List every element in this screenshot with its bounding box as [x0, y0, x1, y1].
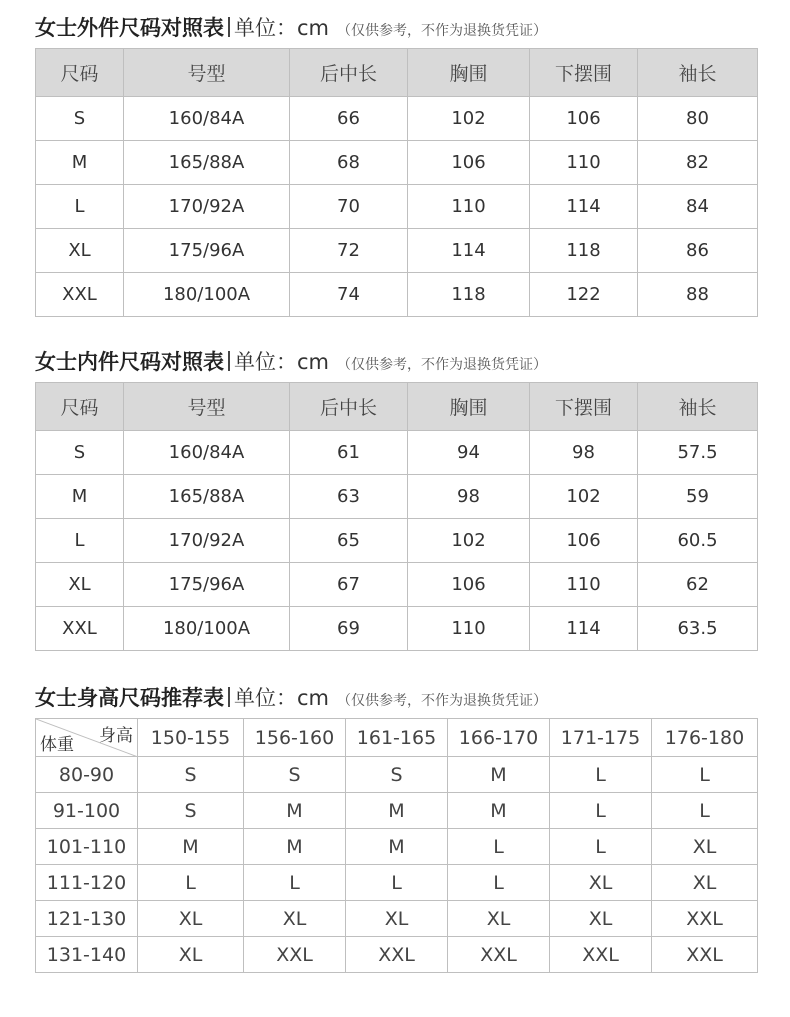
size-cell: L	[550, 829, 652, 865]
recommend-table-unit: 单位：cm	[234, 686, 330, 710]
table-cell: 72	[290, 229, 408, 273]
table-row	[36, 829, 758, 865]
table-cell: 180/100A	[124, 273, 290, 317]
outer-table-unit: 单位：cm	[234, 16, 330, 40]
size-cell: L	[448, 865, 550, 901]
table-cell: 61	[290, 431, 408, 475]
table-row	[36, 793, 758, 829]
column-header: 尺码	[36, 383, 124, 431]
size-cell: M	[244, 829, 346, 865]
size-cell: XXL	[652, 937, 758, 973]
table-row	[36, 519, 758, 563]
corner-weight-label: 体重	[40, 735, 74, 755]
height-header: 150-155	[138, 719, 244, 757]
table-cell: XL	[36, 563, 124, 607]
table-cell: 88	[638, 273, 758, 317]
table-header-row	[36, 49, 758, 97]
size-cell: L	[652, 757, 758, 793]
table-cell: 63.5	[638, 607, 758, 651]
table-cell: 102	[408, 519, 530, 563]
table-cell: 110	[408, 607, 530, 651]
table-cell: 160/84A	[124, 431, 290, 475]
table-cell: 98	[408, 475, 530, 519]
table-row	[36, 431, 758, 475]
size-cell: XL	[550, 865, 652, 901]
table-cell: 65	[290, 519, 408, 563]
column-header: 号型	[124, 49, 290, 97]
table-cell: 165/88A	[124, 141, 290, 185]
table-cell: 175/96A	[124, 563, 290, 607]
size-cell: L	[244, 865, 346, 901]
size-cell: S	[244, 757, 346, 793]
outer-table-title: 女士外件尺码对照表	[35, 16, 224, 40]
size-cell: M	[346, 829, 448, 865]
table-cell: S	[36, 431, 124, 475]
column-header: 尺码	[36, 49, 124, 97]
table-cell: 106	[408, 141, 530, 185]
recommend-table-note: （仅供参考，不作为退换货凭证）	[337, 693, 548, 709]
table-row	[36, 865, 758, 901]
size-cell: XXL	[652, 901, 758, 937]
size-cell: L	[346, 865, 448, 901]
size-cell: XXL	[448, 937, 550, 973]
table-cell: 67	[290, 563, 408, 607]
table-cell: 84	[638, 185, 758, 229]
size-cell: L	[138, 865, 244, 901]
column-header: 胸围	[408, 49, 530, 97]
table-cell: 114	[530, 607, 638, 651]
height-header: 171-175	[550, 719, 652, 757]
table-cell: XL	[36, 229, 124, 273]
table-cell: 57.5	[638, 431, 758, 475]
table-cell: 102	[408, 97, 530, 141]
table-cell: 122	[530, 273, 638, 317]
table-cell: 66	[290, 97, 408, 141]
table-cell: 110	[530, 563, 638, 607]
table-row	[36, 475, 758, 519]
size-cell: L	[550, 757, 652, 793]
size-cell: S	[138, 757, 244, 793]
inner-table-unit: 单位：cm	[234, 350, 330, 374]
height-header: 156-160	[244, 719, 346, 757]
outer-size-table	[35, 48, 758, 317]
table-cell: 70	[290, 185, 408, 229]
column-header: 胸围	[408, 383, 530, 431]
column-header: 袖长	[638, 383, 758, 431]
table-header-row	[36, 383, 758, 431]
size-cell: L	[448, 829, 550, 865]
table-cell: 160/84A	[124, 97, 290, 141]
outer-table-note: （仅供参考，不作为退换货凭证）	[337, 23, 548, 39]
table-cell: 170/92A	[124, 519, 290, 563]
corner-header-cell	[36, 719, 138, 757]
size-cell: M	[448, 793, 550, 829]
title-divider	[228, 351, 230, 371]
table-cell: 82	[638, 141, 758, 185]
table-row	[36, 141, 758, 185]
table-cell: 118	[530, 229, 638, 273]
table-cell: 114	[530, 185, 638, 229]
table-cell: L	[36, 185, 124, 229]
weight-cell: 121-130	[36, 901, 138, 937]
table-cell: 114	[408, 229, 530, 273]
column-header: 后中长	[290, 49, 408, 97]
table-cell: 118	[408, 273, 530, 317]
table-cell: 98	[530, 431, 638, 475]
table-row	[36, 563, 758, 607]
table-cell: L	[36, 519, 124, 563]
table-cell: 106	[530, 97, 638, 141]
table-cell: 165/88A	[124, 475, 290, 519]
inner-title-row	[35, 346, 757, 378]
size-cell: XL	[550, 901, 652, 937]
table-row	[36, 229, 758, 273]
table-cell: 170/92A	[124, 185, 290, 229]
column-header: 后中长	[290, 383, 408, 431]
table-cell: 80	[638, 97, 758, 141]
table-cell: M	[36, 141, 124, 185]
table-cell: 102	[530, 475, 638, 519]
weight-cell: 101-110	[36, 829, 138, 865]
table-cell: 106	[408, 563, 530, 607]
size-cell: XL	[138, 937, 244, 973]
size-cell: XL	[346, 901, 448, 937]
weight-cell: 80-90	[36, 757, 138, 793]
weight-cell: 111-120	[36, 865, 138, 901]
table-cell: 110	[530, 141, 638, 185]
recommend-table-title: 女士身高尺码推荐表	[35, 686, 224, 710]
size-cell: S	[138, 793, 244, 829]
size-cell: XL	[244, 901, 346, 937]
outer-size-section	[35, 12, 757, 317]
table-cell: 62	[638, 563, 758, 607]
corner-height-label: 身高	[99, 726, 133, 746]
column-header: 号型	[124, 383, 290, 431]
table-row	[36, 901, 758, 937]
size-cell: XXL	[550, 937, 652, 973]
size-cell: L	[652, 793, 758, 829]
table-cell: 68	[290, 141, 408, 185]
table-row	[36, 185, 758, 229]
size-cell: XXL	[346, 937, 448, 973]
height-header: 161-165	[346, 719, 448, 757]
recommend-table	[35, 718, 758, 973]
table-cell: 60.5	[638, 519, 758, 563]
height-header: 176-180	[652, 719, 758, 757]
title-divider	[228, 17, 230, 37]
table-cell: 59	[638, 475, 758, 519]
table-row	[36, 97, 758, 141]
height-header: 166-170	[448, 719, 550, 757]
table-cell: 110	[408, 185, 530, 229]
inner-size-section	[35, 346, 757, 651]
size-cell: M	[138, 829, 244, 865]
size-cell: S	[346, 757, 448, 793]
title-divider	[228, 687, 230, 707]
size-cell: M	[244, 793, 346, 829]
table-row	[36, 607, 758, 651]
inner-size-table	[35, 382, 758, 651]
outer-title-row	[35, 12, 757, 44]
column-header: 袖长	[638, 49, 758, 97]
table-cell: 74	[290, 273, 408, 317]
table-cell: 106	[530, 519, 638, 563]
weight-cell: 131-140	[36, 937, 138, 973]
table-cell: 86	[638, 229, 758, 273]
size-cell: XL	[138, 901, 244, 937]
table-row	[36, 273, 758, 317]
table-row	[36, 757, 758, 793]
recommend-title-row	[35, 682, 757, 714]
size-cell: L	[550, 793, 652, 829]
table-cell: M	[36, 475, 124, 519]
column-header: 下摆围	[530, 383, 638, 431]
table-header-row	[36, 719, 758, 757]
recommend-section	[35, 682, 757, 973]
size-cell: M	[346, 793, 448, 829]
size-cell: XL	[448, 901, 550, 937]
column-header: 下摆围	[530, 49, 638, 97]
size-cell: M	[448, 757, 550, 793]
inner-table-note: （仅供参考，不作为退换货凭证）	[337, 357, 548, 373]
size-cell: XXL	[244, 937, 346, 973]
table-cell: 69	[290, 607, 408, 651]
table-cell: XXL	[36, 273, 124, 317]
table-row	[36, 937, 758, 973]
table-cell: 63	[290, 475, 408, 519]
table-cell: 175/96A	[124, 229, 290, 273]
table-cell: 94	[408, 431, 530, 475]
table-cell: S	[36, 97, 124, 141]
weight-cell: 91-100	[36, 793, 138, 829]
table-cell: XXL	[36, 607, 124, 651]
inner-table-title: 女士内件尺码对照表	[35, 350, 224, 374]
size-cell: XL	[652, 829, 758, 865]
table-cell: 180/100A	[124, 607, 290, 651]
size-cell: XL	[652, 865, 758, 901]
